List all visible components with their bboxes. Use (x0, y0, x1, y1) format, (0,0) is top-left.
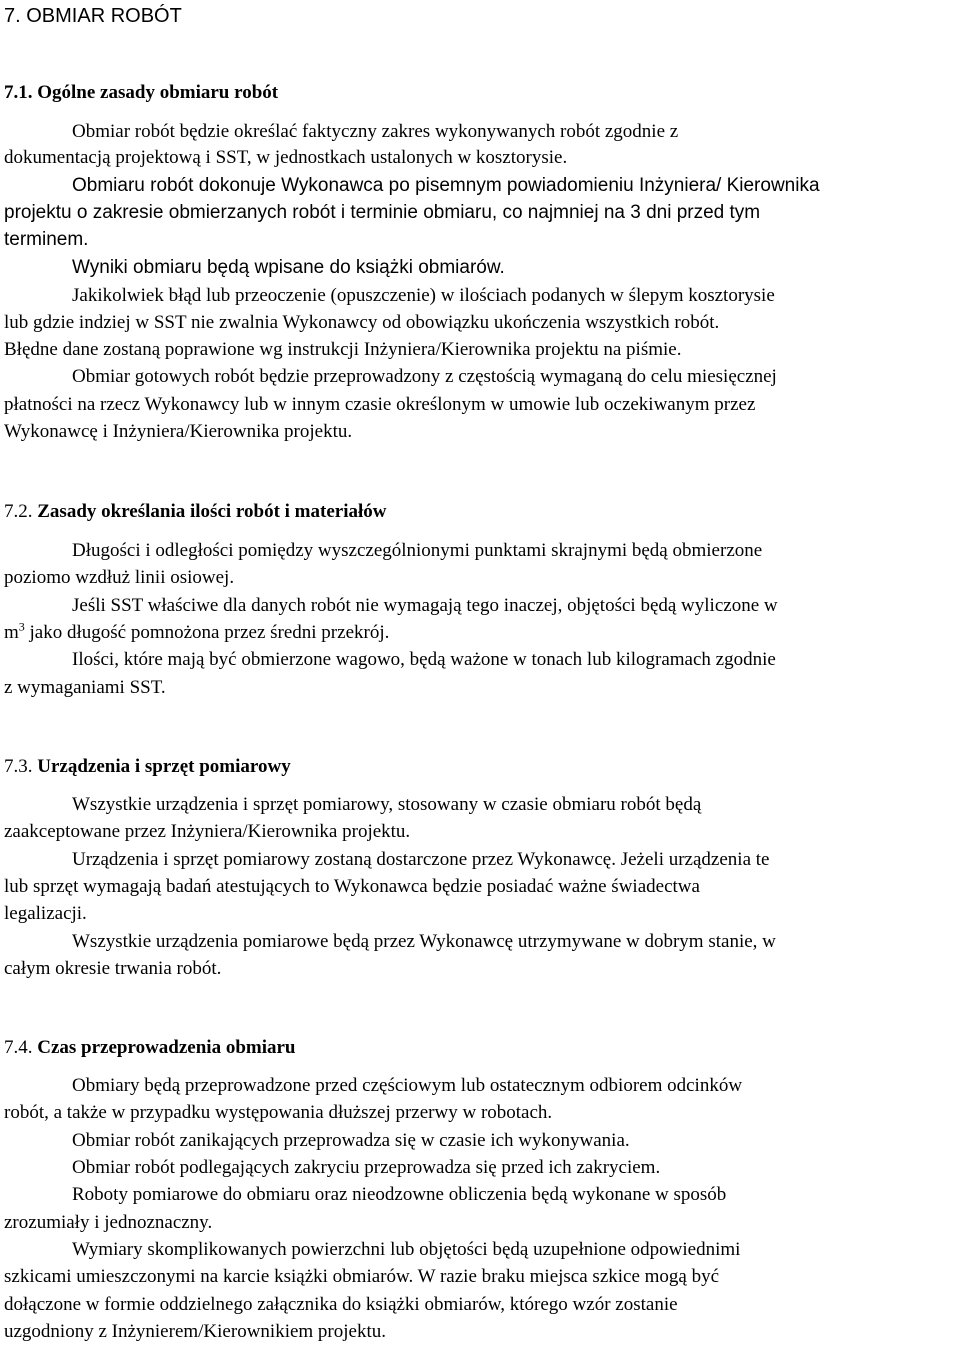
s74-line-2: robót, a także w przypadku występowania dłuższej przerwy w robotach. (4, 1102, 553, 1123)
section-7-1-title: Ogólne zasady obmiaru robót (37, 82, 279, 103)
unit-exponent: 3 (18, 619, 25, 634)
section-7-3-heading (4, 755, 291, 779)
s72-line-3: Jeśli SST właściwe dla danych robót nie wymagają tego inaczej, objętości będą wyliczone w (72, 595, 778, 616)
s74-line-3: Obmiar robót zanikających przeprowadza się w czasie ich wykonywania. (72, 1130, 630, 1151)
s71-line-9: Błędne dane zostaną poprawione wg instrukcji Inżyniera/Kierownika projektu na piśmie. (4, 339, 682, 360)
s72-line-1: Długości i odległości pomiędzy wyszczególnionymi punktami skrajnymi będą obmierzone (72, 540, 763, 561)
s73-line-6: Wszystkie urządzenia pomiarowe będą przez Wykonawcę utrzymywane w dobrym stanie, w (72, 931, 776, 952)
section-7-4-title: Czas przeprowadzenia obmiaru (37, 1037, 296, 1058)
s71-line-3: Obmiaru robót dokonuje Wykonawca po pisemnym powiadomieniu Inżyniera/ Kierownika (72, 175, 820, 196)
s74-line-4: Obmiar robót podlegających zakryciu przeprowadza się przed ich zakryciem. (72, 1157, 661, 1178)
s71-line-12: Wykonawcę i Inżyniera/Kierownika projektu. (4, 421, 353, 442)
s71-line-4: projektu o zakresie obmierzanych robót i terminie obmiaru, co najmniej na 3 dni przed tym (4, 202, 761, 223)
section-7-3-number: 7.3. (4, 756, 33, 777)
s74-line-7: Wymiary skomplikowanych powierzchni lub objętości będą uzupełnione odpowiednimi (72, 1239, 741, 1260)
s74-line-10: uzgodniony z Inżynierem/Kierownikiem projektu. (4, 1321, 387, 1342)
section-7-1-number: 7.1. (4, 82, 33, 103)
s74-line-6: zrozumiały i jednoznaczny. (4, 1212, 213, 1233)
s71-line-2: dokumentacją projektową i SST, w jednostkach ustalonych w kosztorysie. (4, 147, 568, 168)
s73-line-2: zaakceptowane przez Inżyniera/Kierownika projektu. (4, 821, 411, 842)
section-7-2-title: Zasady określania ilości robót i materiałów (37, 501, 387, 522)
s74-line-8: szkicami umieszczonymi na karcie książki obmiarów. W razie braku miejsca szkice mogą być (4, 1266, 720, 1287)
s72-line-6: z wymaganiami SST. (4, 677, 166, 698)
s72-line-4 (4, 621, 389, 645)
s73-line-5: legalizacji. (4, 903, 87, 924)
s72-line-2: poziomo wzdłuż linii osiowej. (4, 567, 235, 588)
s74-line-1: Obmiary będą przeprowadzone przed częściowym lub ostatecznym odbiorem odcinków (72, 1075, 743, 1096)
s74-line-5: Roboty pomiarowe do obmiaru oraz nieodzowne obliczenia będą wykonane w sposób (72, 1184, 727, 1205)
section-7-2-heading (4, 500, 386, 524)
s73-line-7: całym okresie trwania robót. (4, 958, 222, 979)
section-7-2-number: 7.2. (4, 501, 33, 522)
s72-line-5: Ilości, które mają być obmierzone wagowo, będą ważone w tonach lub kilogramach zgodnie (72, 649, 776, 670)
section-7-4-number: 7.4. (4, 1037, 33, 1058)
section-7-3-title: Urządzenia i sprzęt pomiarowy (37, 756, 291, 777)
s71-line-6: Wyniki obmiaru będą wpisane do książki obmiarów. (72, 257, 505, 278)
s73-line-1: Wszystkie urządzenia i sprzęt pomiarowy, stosowany w czasie obmiaru robót będą (72, 794, 702, 815)
s71-line-5: terminem. (4, 229, 89, 250)
s71-line-11: płatności na rzecz Wykonawcy lub w innym czasie określonym w umowie lub oczekiwanym przez (4, 394, 756, 415)
s71-line-10: Obmiar gotowych robót będzie przeprowadzony z częstością wymaganą do celu miesięcznej (72, 366, 777, 387)
s72-line-4-text: jako długość pomnożona przez średni przekrój. (29, 622, 390, 643)
s73-line-3: Urządzenia i sprzęt pomiarowy zostaną dostarczone przez Wykonawcę. Jeżeli urządzenia te (72, 849, 770, 870)
s74-line-9: dołączone w formie oddzielnego załącznika do książki obmiarów, którego wzór zostanie (4, 1294, 678, 1315)
chapter-title: 7. OBMIAR ROBÓT (4, 5, 182, 27)
s71-line-8: lub gdzie indziej w SST nie zwalnia Wykonawcy od obowiązku ukończenia wszystkich robót. (4, 312, 720, 333)
section-7-1-heading (4, 81, 278, 105)
s71-line-1: Obmiar robót będzie określać faktyczny zakres wykonywanych robót zgodnie z (72, 121, 679, 142)
s73-line-4: lub sprzęt wymagają badań atestujących to Wykonawca będzie posiadać ważne świadectwa (4, 876, 700, 897)
unit-m: m (4, 622, 19, 643)
section-7-4-heading (4, 1036, 296, 1060)
s71-line-7: Jakikolwiek błąd lub przeoczenie (opuszczenie) w ilościach podanych w ślepym kosztorysie (72, 285, 775, 306)
